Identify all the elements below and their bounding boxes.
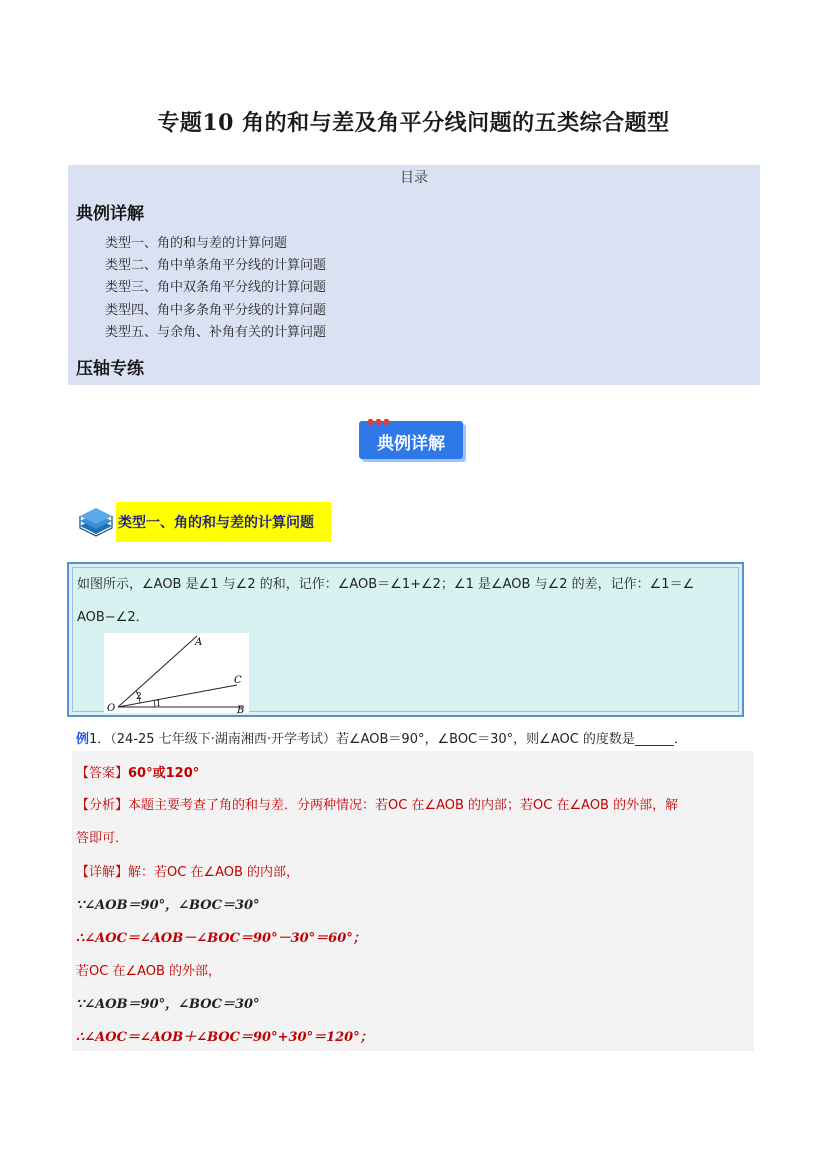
- angle-figure: [104, 633, 249, 713]
- type-one-heading: [116, 502, 331, 542]
- solution-box: [72, 751, 754, 1051]
- document-title: 专题10 角的和与差及角平分线问题的五类综合题型: [157, 110, 670, 136]
- toc-item[interactable]: 类型四、角中多条角平分线的计算问题: [105, 303, 327, 318]
- concept-line-1: 如图所示，∠AOB 是∠1 与∠2 的和，记作：∠AOB＝∠1+∠2；∠1 是∠AOB 与∠2 的差，记作：∠1＝∠: [77, 577, 695, 592]
- banner-label: 典例详解: [377, 434, 445, 454]
- analysis-line-1: [76, 794, 678, 813]
- detail-tag: 【详解】: [76, 865, 129, 880]
- detail-text: 解：若OC 在∠AOB 的内部，: [128, 865, 300, 880]
- step-2: ∴∠AOC＝∠AOB－∠BOC＝90°－30°＝60°；: [76, 931, 366, 946]
- label-a: A: [195, 637, 203, 648]
- label-o: O: [107, 703, 116, 713]
- label-c: C: [234, 675, 242, 686]
- toc-item[interactable]: 类型一、角的和与差的计算问题: [105, 236, 288, 251]
- banner-dots: ●●●: [367, 417, 391, 426]
- analysis-tag: 【分析】: [76, 798, 129, 813]
- example-question: [76, 728, 687, 747]
- toc-section-practice[interactable]: 压轴专练: [76, 359, 144, 379]
- answer-line: [76, 762, 199, 781]
- detail-line: [76, 861, 299, 880]
- label-b: B: [237, 705, 245, 713]
- toc-item[interactable]: 类型五、与余角、补角有关的计算问题: [105, 325, 327, 340]
- table-of-contents: [68, 165, 760, 385]
- step-1: ∵∠AOB＝90°，∠BOC＝30°: [76, 898, 260, 913]
- analysis-line-2: 答即可．: [76, 831, 129, 846]
- toc-item[interactable]: 类型三、角中双条角平分线的计算问题: [105, 280, 327, 295]
- type-one-label: 类型一、角的和与差的计算问题: [118, 515, 314, 531]
- label-two: 2: [136, 692, 142, 702]
- concept-line-2: AOB−∠2．: [77, 610, 149, 625]
- toc-section-examples[interactable]: 典例详解: [76, 204, 144, 224]
- step-4: ∴∠AOC＝∠AOB＋∠BOC＝90°+30°＝120°；: [76, 1030, 373, 1045]
- answer-value: 60°或120°: [128, 766, 200, 781]
- toc-item[interactable]: 类型二、角中单条角平分线的计算问题: [105, 258, 327, 273]
- step-3: ∵∠AOB＝90°，∠BOC＝30°: [76, 997, 260, 1012]
- toc-heading: 目录: [400, 170, 428, 186]
- analysis-text: 本题主要考查了角的和与差．分两种情况：若OC 在∠AOB 的内部；若OC 在∠AOB 的外部，解: [128, 798, 679, 813]
- case-two-line: 若OC 在∠AOB 的外部，: [76, 964, 222, 979]
- section-banner: [359, 417, 467, 463]
- books-icon: [76, 504, 116, 540]
- example-text: 1．（24-25 七年级下·湖南湘西·开学考试）若∠AOB＝90°，∠BOC＝30°，则∠AOC 的度数是______．: [89, 732, 687, 747]
- answer-tag: 【答案】: [76, 766, 129, 781]
- label-one: 1: [156, 699, 162, 708]
- example-prefix: 例: [76, 732, 90, 747]
